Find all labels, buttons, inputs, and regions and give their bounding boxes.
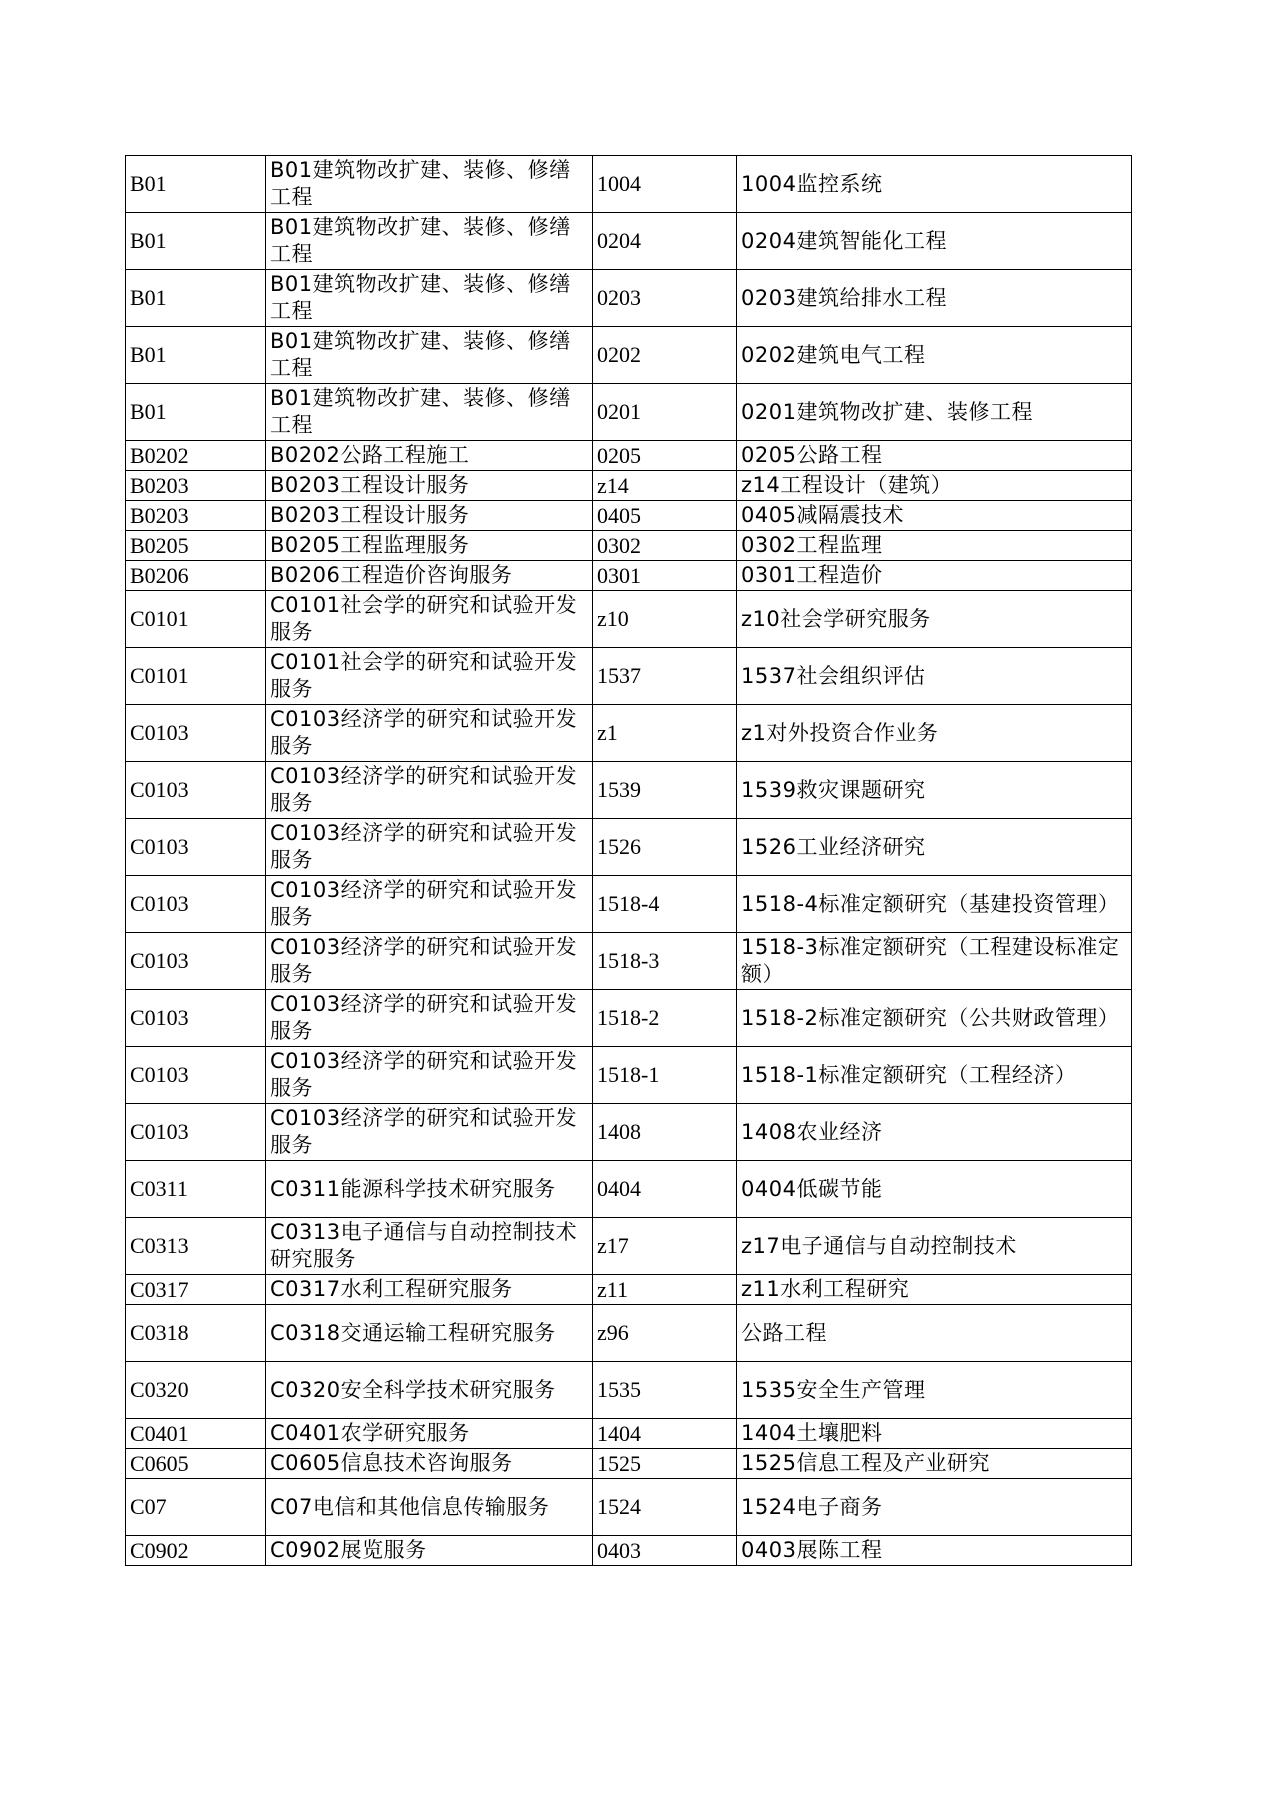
sub-code-cell: 0301 (593, 561, 737, 591)
category-code-cell: B01 (126, 156, 266, 213)
category-code-cell: C0101 (126, 591, 266, 648)
sub-description-cell: 1539救灾课题研究 (737, 762, 1132, 819)
category-name-cell: B0205工程监理服务 (266, 531, 593, 561)
sub-description-cell: 0404低碳节能 (737, 1161, 1132, 1218)
category-name-cell: C0103经济学的研究和试验开发服务 (266, 933, 593, 990)
sub-code-cell: 1408 (593, 1104, 737, 1161)
table-row (126, 471, 1132, 501)
sub-description-cell: z14工程设计（建筑） (737, 471, 1132, 501)
category-name-cell: C0101社会学的研究和试验开发服务 (266, 648, 593, 705)
sub-code-cell: 1524 (593, 1479, 737, 1536)
sub-code-cell: 0204 (593, 213, 737, 270)
category-name-cell: C0605信息技术咨询服务 (266, 1449, 593, 1479)
category-name-cell: C0103经济学的研究和试验开发服务 (266, 819, 593, 876)
category-name-cell: C0317水利工程研究服务 (266, 1275, 593, 1305)
category-name-cell: C0103经济学的研究和试验开发服务 (266, 705, 593, 762)
category-code-cell: C0103 (126, 1047, 266, 1104)
category-code-cell: C0605 (126, 1449, 266, 1479)
category-code-cell: C0311 (126, 1161, 266, 1218)
sub-description-cell: 1525信息工程及产业研究 (737, 1449, 1132, 1479)
category-code-cell: B01 (126, 327, 266, 384)
category-code-cell: C0902 (126, 1536, 266, 1566)
sub-description-cell: 1518-3标准定额研究（工程建设标准定额） (737, 933, 1132, 990)
category-code-cell: B0202 (126, 441, 266, 471)
sub-code-cell: z11 (593, 1275, 737, 1305)
sub-description-cell: 0202建筑电气工程 (737, 327, 1132, 384)
category-name-cell: C0103经济学的研究和试验开发服务 (266, 876, 593, 933)
sub-code-cell: 0201 (593, 384, 737, 441)
table-row (126, 1275, 1132, 1305)
table-row (126, 1362, 1132, 1419)
table-row (126, 1218, 1132, 1275)
table-row (126, 1479, 1132, 1536)
sub-code-cell: 0203 (593, 270, 737, 327)
table-row (126, 819, 1132, 876)
sub-code-cell: z14 (593, 471, 737, 501)
category-name-cell: B01建筑物改扩建、装修、修缮工程 (266, 213, 593, 270)
table-row (126, 531, 1132, 561)
sub-description-cell: 1518-2标准定额研究（公共财政管理） (737, 990, 1132, 1047)
category-name-cell: C0103经济学的研究和试验开发服务 (266, 1104, 593, 1161)
sub-code-cell: z1 (593, 705, 737, 762)
sub-code-cell: 0403 (593, 1536, 737, 1566)
table-row (126, 1161, 1132, 1218)
category-name-cell: C0401农学研究服务 (266, 1419, 593, 1449)
sub-description-cell: 0301工程造价 (737, 561, 1132, 591)
sub-code-cell: 1539 (593, 762, 737, 819)
category-name-cell: C0320安全科学技术研究服务 (266, 1362, 593, 1419)
table-body (126, 156, 1132, 1566)
category-code-cell: C0317 (126, 1275, 266, 1305)
category-name-cell: B01建筑物改扩建、装修、修缮工程 (266, 156, 593, 213)
sub-code-cell: 0302 (593, 531, 737, 561)
sub-code-cell: 0202 (593, 327, 737, 384)
table-row (126, 648, 1132, 705)
sub-description-cell: 公路工程 (737, 1305, 1132, 1362)
category-code-cell: B01 (126, 270, 266, 327)
category-code-cell: C0103 (126, 1104, 266, 1161)
sub-code-cell: 0404 (593, 1161, 737, 1218)
category-name-cell: C0318交通运输工程研究服务 (266, 1305, 593, 1362)
sub-description-cell: 1004监控系统 (737, 156, 1132, 213)
sub-code-cell: 1518-2 (593, 990, 737, 1047)
sub-code-cell: 1526 (593, 819, 737, 876)
table-row (126, 1104, 1132, 1161)
sub-description-cell: 0205公路工程 (737, 441, 1132, 471)
category-code-cell: C0103 (126, 705, 266, 762)
sub-description-cell: z10社会学研究服务 (737, 591, 1132, 648)
table-row (126, 876, 1132, 933)
category-code-cell: C0103 (126, 990, 266, 1047)
sub-description-cell: 0201建筑物改扩建、装修工程 (737, 384, 1132, 441)
category-code-cell: C0103 (126, 933, 266, 990)
category-code-cell: C0101 (126, 648, 266, 705)
table-row (126, 1305, 1132, 1362)
table-row (126, 327, 1132, 384)
sub-description-cell: 1518-1标准定额研究（工程经济） (737, 1047, 1132, 1104)
category-name-cell: C0902展览服务 (266, 1536, 593, 1566)
table-row (126, 933, 1132, 990)
category-code-cell: B0203 (126, 501, 266, 531)
table-row (126, 1449, 1132, 1479)
table-row (126, 705, 1132, 762)
table-row (126, 591, 1132, 648)
category-code-cell: C07 (126, 1479, 266, 1536)
category-name-cell: C0103经济学的研究和试验开发服务 (266, 762, 593, 819)
category-name-cell: C0313电子通信与自动控制技术研究服务 (266, 1218, 593, 1275)
sub-code-cell: 1004 (593, 156, 737, 213)
sub-description-cell: 0302工程监理 (737, 531, 1132, 561)
sub-description-cell: z1对外投资合作业务 (737, 705, 1132, 762)
category-name-cell: C0311能源科学技术研究服务 (266, 1161, 593, 1218)
sub-code-cell: 1404 (593, 1419, 737, 1449)
category-name-cell: B01建筑物改扩建、装修、修缮工程 (266, 327, 593, 384)
category-code-cell: C0103 (126, 819, 266, 876)
category-name-cell: B0203工程设计服务 (266, 501, 593, 531)
category-name-cell: B0206工程造价咨询服务 (266, 561, 593, 591)
sub-description-cell: 0203建筑给排水工程 (737, 270, 1132, 327)
sub-description-cell: z17电子通信与自动控制技术 (737, 1218, 1132, 1275)
table-row (126, 561, 1132, 591)
table-row (126, 213, 1132, 270)
category-name-cell: B0203工程设计服务 (266, 471, 593, 501)
category-code-cell: B0203 (126, 471, 266, 501)
sub-code-cell: z17 (593, 1218, 737, 1275)
category-code-cell: B01 (126, 384, 266, 441)
sub-code-cell: 0405 (593, 501, 737, 531)
sub-description-cell: 1518-4标准定额研究（基建投资管理） (737, 876, 1132, 933)
table-row (126, 762, 1132, 819)
sub-code-cell: z10 (593, 591, 737, 648)
category-code-cell: B0206 (126, 561, 266, 591)
category-code-cell: C0103 (126, 876, 266, 933)
category-code-cell: C0320 (126, 1362, 266, 1419)
table-row (126, 270, 1132, 327)
sub-code-cell: 1535 (593, 1362, 737, 1419)
category-code-cell: C0401 (126, 1419, 266, 1449)
sub-code-cell: 1537 (593, 648, 737, 705)
table-row (126, 441, 1132, 471)
category-name-cell: B01建筑物改扩建、装修、修缮工程 (266, 384, 593, 441)
sub-code-cell: z96 (593, 1305, 737, 1362)
sub-code-cell: 1518-4 (593, 876, 737, 933)
sub-description-cell: 1404土壤肥料 (737, 1419, 1132, 1449)
category-name-cell: C0103经济学的研究和试验开发服务 (266, 1047, 593, 1104)
category-name-cell: B01建筑物改扩建、装修、修缮工程 (266, 270, 593, 327)
sub-description-cell: 0204建筑智能化工程 (737, 213, 1132, 270)
sub-code-cell: 1525 (593, 1449, 737, 1479)
table-row (126, 990, 1132, 1047)
sub-description-cell: 1408农业经济 (737, 1104, 1132, 1161)
category-code-cell: B0205 (126, 531, 266, 561)
sub-description-cell: 0403展陈工程 (737, 1536, 1132, 1566)
sub-description-cell: 1524电子商务 (737, 1479, 1132, 1536)
sub-description-cell: 0405减隔震技术 (737, 501, 1132, 531)
sub-code-cell: 0205 (593, 441, 737, 471)
sub-description-cell: 1535安全生产管理 (737, 1362, 1132, 1419)
category-name-cell: C07电信和其他信息传输服务 (266, 1479, 593, 1536)
category-code-cell: C0318 (126, 1305, 266, 1362)
table-row (126, 1536, 1132, 1566)
category-name-cell: C0101社会学的研究和试验开发服务 (266, 591, 593, 648)
category-name-cell: C0103经济学的研究和试验开发服务 (266, 990, 593, 1047)
table-row (126, 501, 1132, 531)
category-name-cell: B0202公路工程施工 (266, 441, 593, 471)
sub-code-cell: 1518-1 (593, 1047, 737, 1104)
table-row (126, 384, 1132, 441)
table-row (126, 1419, 1132, 1449)
sub-description-cell: z11水利工程研究 (737, 1275, 1132, 1305)
category-code-cell: C0103 (126, 762, 266, 819)
table-row (126, 1047, 1132, 1104)
table-row (126, 156, 1132, 213)
category-code-cell: B01 (126, 213, 266, 270)
category-code-cell: C0313 (126, 1218, 266, 1275)
sub-code-cell: 1518-3 (593, 933, 737, 990)
sub-description-cell: 1537社会组织评估 (737, 648, 1132, 705)
category-table (125, 155, 1132, 1566)
sub-description-cell: 1526工业经济研究 (737, 819, 1132, 876)
